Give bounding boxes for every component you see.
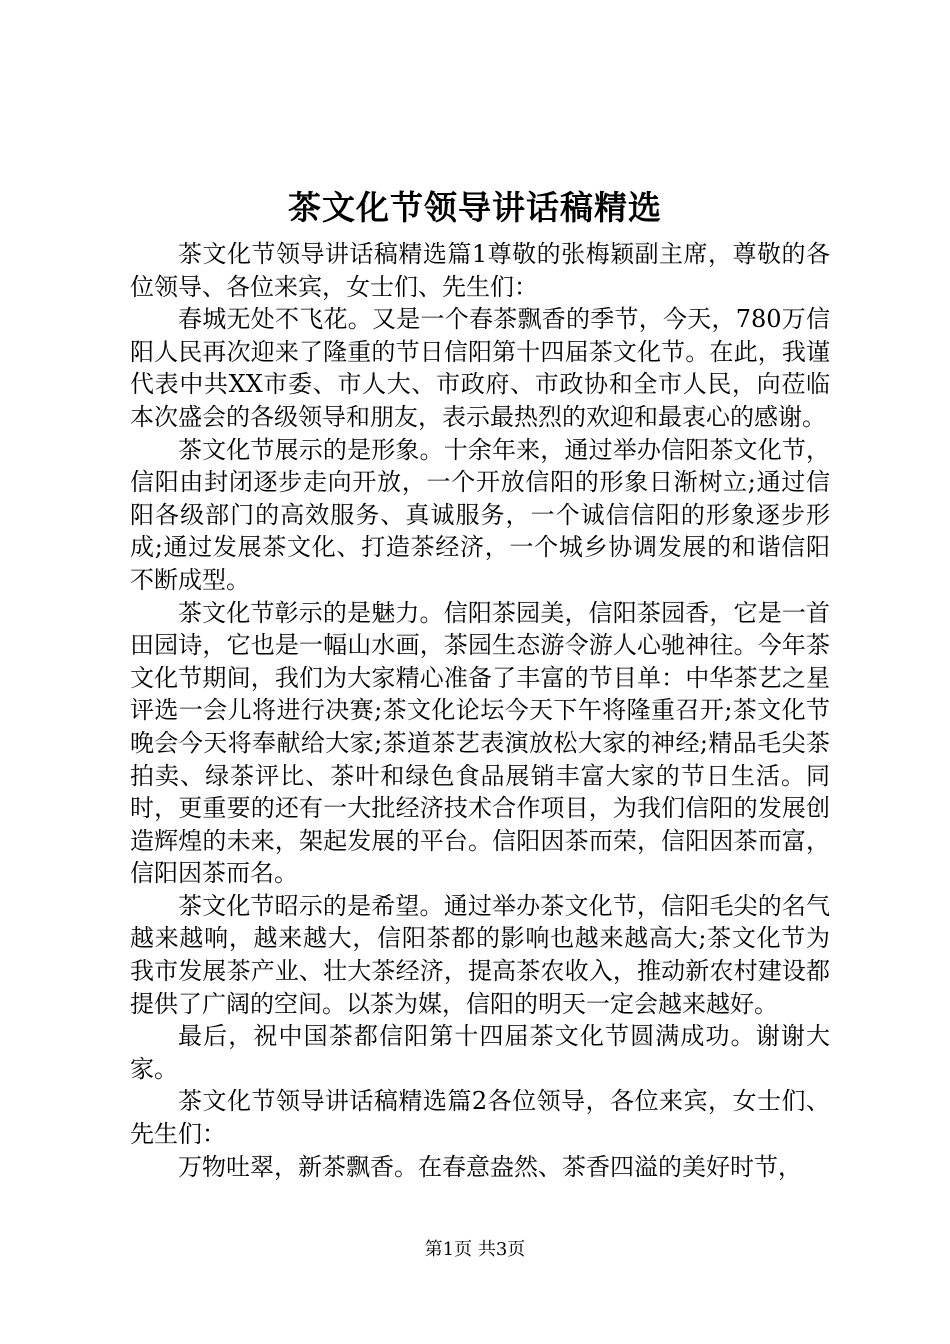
paragraph: 茶文化节展示的是形象。十余年来，通过举办信阳茶文化节，信阳由封闭逐步走向开放，一个开放信阳的形象日渐树立;通过信阳各级部门的高效服务、真诚服务，一个诚信信阳的形象逐步形成;通过发展茶文化、打造茶经济，一个城乡协调发展的和谐信阳不断成型。 bbox=[130, 435, 830, 594]
paragraph: 万物吐翠，新茶飘香。在春意盎然、茶香四溢的美好时节， bbox=[178, 1152, 802, 1181]
document-title: 茶文化节领导讲话稿精选 bbox=[288, 188, 662, 227]
paragraph: 茶文化节领导讲话稿精选篇1尊敬的张梅颖副主席，尊敬的各位领导、各位来宾，女士们、先生们： bbox=[130, 240, 830, 301]
paragraph: 茶文化节领导讲话稿精选篇2各位领导，各位来宾，女士们、先生们： bbox=[130, 1087, 830, 1149]
document-body bbox=[130, 238, 830, 1183]
paragraph: 春城无处不飞花。又是一个春茶飘香的季节，今天，780万信阳人民再次迎来了隆重的节日信阳第十四届茶文化节。在此，我谨代表中共XX市委、市人大、市政府、市政协和全市人民，向莅临本次盛会的各级领导和朋友，表示最热烈的欢迎和最衷心的感谢。 bbox=[130, 305, 830, 431]
page-footer: 第1页 共3页 bbox=[424, 1239, 526, 1260]
paragraph: 茶文化节昭示的是希望。通过举办茶文化节，信阳毛尖的名气越来越响，越来越大，信阳茶都的影响也越来越高大;茶文化节为我市发展茶产业、壮大茶经济，提高茶农收入，推动新农村建设都提供了广阔的空间。以茶为媒，信阳的明天一定会越来越好。 bbox=[130, 891, 830, 1018]
paragraph: 最后，祝中国茶都信阳第十四届茶文化节圆满成功。谢谢大家。 bbox=[130, 1022, 830, 1083]
paragraph: 茶文化节彰示的是魅力。信阳茶园美，信阳茶园香，它是一首田园诗，它也是一幅山水画，茶园生态游令游人心驰神往。今年茶文化节期间，我们为大家精心准备了丰富的节目单：中华茶艺之星评选一会儿将进行决赛;茶文化论坛今天下午将隆重召开;茶文化节晚会今天将奉献给大家;茶道茶艺表演放松大家的神经;精品毛尖茶拍卖、绿茶评比、茶叶和绿色食品展销丰富大家的节日生活。同时，更重要的还有一大批经济技术合作项目，为我们信阳的发展创造辉煌的未来，架起发展的平台。信阳因茶而荣，信阳因茶而富，信阳因茶而名。 bbox=[130, 598, 830, 888]
